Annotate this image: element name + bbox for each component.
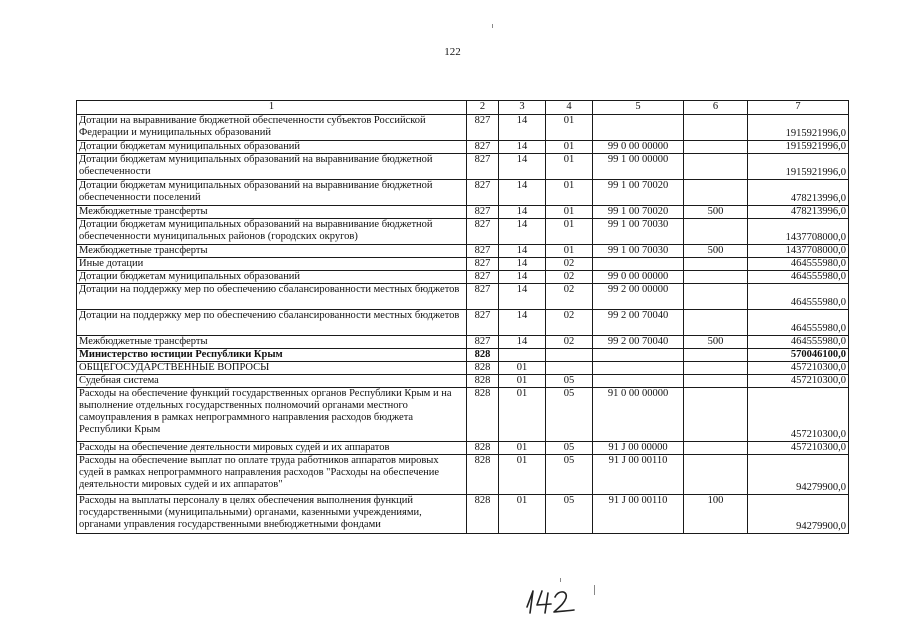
row-expense-type (684, 375, 748, 388)
table-row (77, 455, 849, 495)
table-row (77, 495, 849, 534)
row-subsection-code: 01 (546, 180, 593, 206)
row-subsection-code: 02 (546, 310, 593, 336)
row-ministry-code: 828 (467, 349, 499, 362)
table-row (77, 154, 849, 180)
table-row (77, 310, 849, 336)
budget-table (76, 100, 849, 534)
row-amount: 464555980,0 (748, 258, 849, 271)
row-amount: 1915921996,0 (748, 154, 849, 180)
row-section-code: 14 (499, 336, 546, 349)
header-col-2: 2 (467, 101, 499, 115)
row-section-code: 14 (499, 310, 546, 336)
row-expense-type: 500 (684, 336, 748, 349)
row-target-article (593, 375, 684, 388)
table-header-row (77, 101, 849, 115)
row-section-code: 14 (499, 258, 546, 271)
row-amount: 478213996,0 (748, 206, 849, 219)
row-expense-type (684, 271, 748, 284)
row-ministry-code: 827 (467, 284, 499, 310)
row-expense-type (684, 180, 748, 206)
row-ministry-code: 828 (467, 375, 499, 388)
row-amount: 457210300,0 (748, 362, 849, 375)
row-section-code: 14 (499, 219, 546, 245)
row-name: Межбюджетные трансферты (77, 336, 467, 349)
table-row (77, 284, 849, 310)
row-target-article (593, 349, 684, 362)
row-section-code: 14 (499, 154, 546, 180)
row-name: Расходы на обеспечение выплат по оплате труда работников аппаратов мировых судей в рамках непрограммного направления расходов "Расходы на обеспечение деятельности мировых судей и их аппаратов" (77, 455, 467, 495)
row-subsection-code: 05 (546, 388, 593, 442)
row-name: Дотации бюджетам муниципальных образований на выравнивание бюджетной обеспеченности поселений (77, 180, 467, 206)
row-target-article: 99 1 00 00000 (593, 154, 684, 180)
header-col-1: 1 (77, 101, 467, 115)
row-ministry-code: 827 (467, 245, 499, 258)
table-row (77, 219, 849, 245)
row-subsection-code: 01 (546, 154, 593, 180)
row-expense-type: 500 (684, 245, 748, 258)
row-name: ОБЩЕГОСУДАРСТВЕННЫЕ ВОПРОСЫ (77, 362, 467, 375)
row-name: Расходы на выплаты персоналу в целях обеспечения выполнения функций государственными (муниципальными) органами, казенными учреждениями, органами управления государственными внебюджетными фондами (77, 495, 467, 534)
row-subsection-code: 05 (546, 455, 593, 495)
table-body (77, 115, 849, 534)
row-name: Министерство юстиции Республики Крым (77, 349, 467, 362)
row-amount: 478213996,0 (748, 180, 849, 206)
row-ministry-code: 827 (467, 180, 499, 206)
scan-speck (492, 24, 493, 28)
row-amount: 457210300,0 (748, 442, 849, 455)
row-subsection-code (546, 349, 593, 362)
row-name: Дотации бюджетам муниципальных образований (77, 271, 467, 284)
table-row (77, 375, 849, 388)
row-expense-type: 500 (684, 206, 748, 219)
row-name: Межбюджетные трансферты (77, 245, 467, 258)
table-row (77, 336, 849, 349)
row-expense-type: 100 (684, 495, 748, 534)
row-amount: 94279900,0 (748, 455, 849, 495)
table-row (77, 362, 849, 375)
table-row (77, 245, 849, 258)
row-expense-type (684, 388, 748, 442)
row-subsection-code: 05 (546, 495, 593, 534)
row-subsection-code: 01 (546, 141, 593, 154)
row-target-article: 99 0 00 00000 (593, 271, 684, 284)
row-target-article: 99 0 00 00000 (593, 141, 684, 154)
row-target-article (593, 258, 684, 271)
table-row (77, 115, 849, 141)
row-amount: 94279900,0 (748, 495, 849, 534)
row-subsection-code: 02 (546, 271, 593, 284)
row-target-article: 99 2 00 70040 (593, 310, 684, 336)
header-col-5: 5 (593, 101, 684, 115)
row-expense-type (684, 362, 748, 375)
row-target-article: 91 J 00 00110 (593, 455, 684, 495)
row-target-article: 99 2 00 70040 (593, 336, 684, 349)
table-row (77, 180, 849, 206)
row-section-code: 14 (499, 245, 546, 258)
row-ministry-code: 828 (467, 362, 499, 375)
scan-speck (560, 578, 561, 582)
row-ministry-code: 827 (467, 271, 499, 284)
row-name: Дотации бюджетам муниципальных образований (77, 141, 467, 154)
row-ministry-code: 827 (467, 141, 499, 154)
row-expense-type (684, 115, 748, 141)
row-amount: 457210300,0 (748, 375, 849, 388)
row-ministry-code: 827 (467, 219, 499, 245)
row-expense-type (684, 442, 748, 455)
handwritten-page-number (518, 585, 588, 617)
row-section-code: 14 (499, 141, 546, 154)
row-target-article: 91 J 00 00110 (593, 495, 684, 534)
row-section-code: 01 (499, 455, 546, 495)
row-target-article (593, 115, 684, 141)
row-name: Дотации на поддержку мер по обеспечению сбалансированности местных бюджетов (77, 310, 467, 336)
row-section-code (499, 349, 546, 362)
row-name: Дотации на выравнивание бюджетной обеспеченности субъектов Российской Федерации и муниципальных образований (77, 115, 467, 141)
row-expense-type (684, 349, 748, 362)
row-amount: 1437708000,0 (748, 219, 849, 245)
row-section-code: 14 (499, 271, 546, 284)
header-col-7: 7 (748, 101, 849, 115)
row-ministry-code: 827 (467, 310, 499, 336)
row-subsection-code (546, 362, 593, 375)
row-name: Межбюджетные трансферты (77, 206, 467, 219)
row-subsection-code: 05 (546, 442, 593, 455)
row-name: Дотации бюджетам муниципальных образований на выравнивание бюджетной обеспеченности муниципальных районов (городских округов) (77, 219, 467, 245)
row-name: Судебная система (77, 375, 467, 388)
row-name: Иные дотации (77, 258, 467, 271)
row-subsection-code: 05 (546, 375, 593, 388)
row-ministry-code: 827 (467, 258, 499, 271)
table-row (77, 388, 849, 442)
row-expense-type (684, 258, 748, 271)
row-section-code: 01 (499, 442, 546, 455)
row-amount: 464555980,0 (748, 336, 849, 349)
row-subsection-code: 02 (546, 284, 593, 310)
row-ministry-code: 828 (467, 455, 499, 495)
table-row (77, 271, 849, 284)
row-expense-type (684, 154, 748, 180)
row-subsection-code: 01 (546, 115, 593, 141)
table-row (77, 349, 849, 362)
row-section-code: 14 (499, 115, 546, 141)
row-target-article: 99 1 00 70030 (593, 245, 684, 258)
row-subsection-code: 02 (546, 258, 593, 271)
row-ministry-code: 827 (467, 336, 499, 349)
row-name: Дотации бюджетам муниципальных образований на выравнивание бюджетной обеспеченности (77, 154, 467, 180)
table-row (77, 206, 849, 219)
row-expense-type (684, 141, 748, 154)
row-section-code: 14 (499, 284, 546, 310)
table-row (77, 141, 849, 154)
table-row (77, 442, 849, 455)
row-name: Дотации на поддержку мер по обеспечению сбалансированности местных бюджетов (77, 284, 467, 310)
page-number: 122 (444, 46, 461, 58)
row-ministry-code: 828 (467, 495, 499, 534)
row-expense-type (684, 284, 748, 310)
row-amount: 570046100,0 (748, 349, 849, 362)
row-ministry-code: 827 (467, 115, 499, 141)
row-amount: 1437708000,0 (748, 245, 849, 258)
row-name: Расходы на обеспечение деятельности мировых судей и их аппаратов (77, 442, 467, 455)
table-row (77, 258, 849, 271)
row-subsection-code: 01 (546, 245, 593, 258)
scan-speck (594, 585, 595, 595)
row-target-article: 91 J 00 00000 (593, 442, 684, 455)
row-amount: 457210300,0 (748, 388, 849, 442)
row-section-code: 01 (499, 362, 546, 375)
row-subsection-code: 02 (546, 336, 593, 349)
row-ministry-code: 828 (467, 442, 499, 455)
header-col-4: 4 (546, 101, 593, 115)
row-amount: 1915921996,0 (748, 115, 849, 141)
row-target-article: 99 1 00 70020 (593, 206, 684, 219)
row-expense-type (684, 219, 748, 245)
row-section-code: 14 (499, 180, 546, 206)
row-section-code: 01 (499, 495, 546, 534)
row-expense-type (684, 310, 748, 336)
row-ministry-code: 828 (467, 388, 499, 442)
row-subsection-code: 01 (546, 206, 593, 219)
handwritten-number-glyph (518, 585, 588, 617)
row-target-article: 99 2 00 00000 (593, 284, 684, 310)
header-col-3: 3 (499, 101, 546, 115)
row-ministry-code: 827 (467, 206, 499, 219)
row-section-code: 01 (499, 388, 546, 442)
row-target-article (593, 362, 684, 375)
row-amount: 464555980,0 (748, 310, 849, 336)
row-ministry-code: 827 (467, 154, 499, 180)
header-col-6: 6 (684, 101, 748, 115)
row-name: Расходы на обеспечение функций государственных органов Республики Крым и на выполнение отдельных государственных полномочий органами местного самоуправления в рамках непрограммного направления расходов бюджета Республики Крым (77, 388, 467, 442)
row-subsection-code: 01 (546, 219, 593, 245)
row-section-code: 01 (499, 375, 546, 388)
row-section-code: 14 (499, 206, 546, 219)
row-target-article: 99 1 00 70020 (593, 180, 684, 206)
row-amount: 464555980,0 (748, 271, 849, 284)
row-target-article: 91 0 00 00000 (593, 388, 684, 442)
row-expense-type (684, 455, 748, 495)
row-target-article: 99 1 00 70030 (593, 219, 684, 245)
row-amount: 464555980,0 (748, 284, 849, 310)
row-amount: 1915921996,0 (748, 141, 849, 154)
